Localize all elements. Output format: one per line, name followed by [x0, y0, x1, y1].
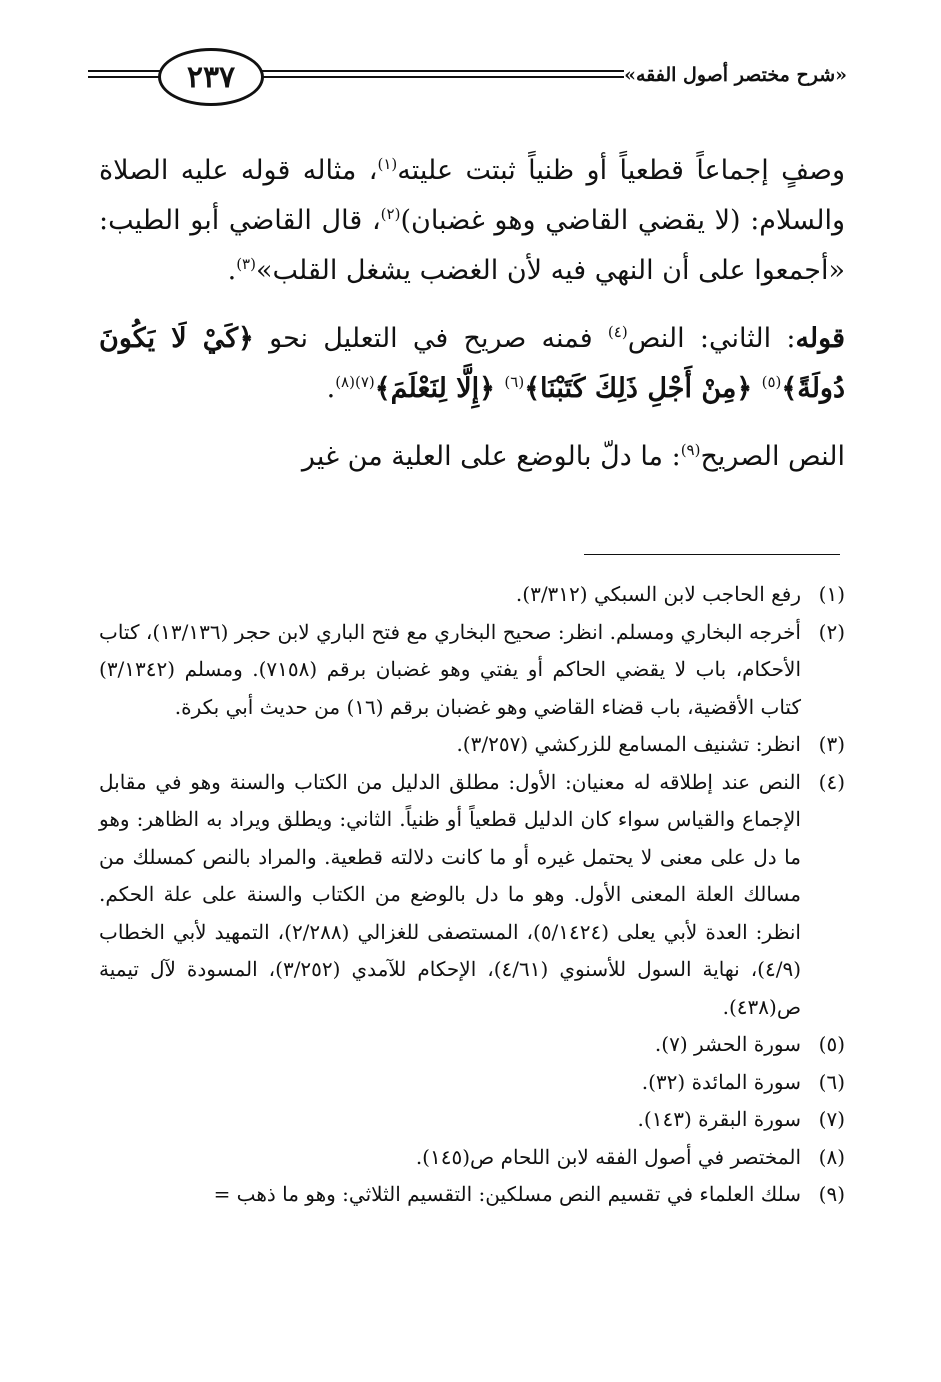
paragraph-text: : الثاني: النص: [627, 323, 796, 354]
footnote-item: [99, 1139, 845, 1177]
paragraph-text: .: [326, 373, 336, 404]
header-rule: [252, 70, 624, 72]
footnote-item: [99, 576, 845, 614]
footnote-number: (٣): [818, 732, 845, 756]
footnote-item: [99, 614, 845, 727]
main-text: [99, 146, 845, 500]
paragraph-text: وصفٍ إجماعاً قطعياً أو ظنياً ثبتت عليته: [397, 155, 846, 186]
footnote-item: [99, 1176, 845, 1214]
footnote-item: [99, 764, 845, 1027]
footnote-text: سورة المائدة (٣٢).: [641, 1069, 801, 1094]
paragraph-text: النص الصريح: [700, 441, 845, 472]
footnote-number: (٧): [818, 1107, 845, 1131]
footnote-ref[interactable]: (٧)(٨): [335, 373, 375, 391]
footnote-number: (٥): [818, 1032, 845, 1056]
footnote-text: أخرجه البخاري ومسلم. انظر: صحيح البخاري مع فتح الباري لابن حجر (١٣/١٣٦)، كتاب الأحكام، باب لا يقضي الحاكم أو يفتي وهو غضبان برقم (٧١٥٨). ومسلم (٣/١٣٤٢) كتاب الأقضية، باب قضاء القاضي وهو غضبان برقم (١٦) من حديث أبي بكرة.: [99, 619, 801, 719]
footnote-item: [99, 1101, 845, 1139]
paragraph-text: ، قال القاضي أبو الطيب: «أجمعوا على أن النهي فيه لأن الغضب يشغل القلب»: [99, 205, 845, 286]
footnote-separator: [584, 554, 840, 555]
page-header: [0, 40, 941, 120]
footnote-number: (٤): [818, 769, 845, 794]
footnote-text: النص عند إطلاقه له معنيان: الأول: مطلق الدليل من الكتاب والسنة وهو في مقابل الإجماع والقياس سواء كان الدليل قطعياً أو ظنياً. الثاني: ويطلق ويراد به الظاهر: وهو ما دل على معنى لا يحتمل غيره أو ما كانت دلالته قطعية. والمراد بالنص كمسلك من مسالك العلة المعنى الأول. وهو ما دل بالوضع من الكتاب والسنة على علة الحكم. انظر: العدة لأبي يعلى (٥/١٤٢٤)، المستصفى للغزالي (٢/٢٨٨)، التمهيد لأبي الخطاب (٤/٩)، نهاية السول للأسنوي (٤/٦١)، الإحكام للآمدي (٣/٢٥٢)، المسودة لآل تيمية ص(٤٣٨).: [99, 769, 802, 1019]
footnote-number: (٦): [818, 1069, 845, 1094]
page-number: ٢٣٧: [186, 59, 236, 95]
paragraph-text: .: [227, 255, 237, 286]
qawl-label: قوله: [795, 323, 845, 354]
footnote-number: (٢): [818, 619, 845, 644]
header-rule: [88, 70, 168, 72]
footnote-ref[interactable]: (٦): [504, 373, 525, 391]
running-title: «شرح مختصر أصول الفقه»: [624, 64, 847, 86]
page-number-badge: [158, 48, 264, 106]
paragraph-2: [99, 314, 845, 414]
footnote-number: (٨): [818, 1144, 845, 1169]
footnote-text: رفع الحاجب لابن السبكي (٣/٣١٢).: [515, 582, 801, 606]
footnote-item: [99, 1064, 845, 1102]
footnote-ref[interactable]: (٣): [236, 255, 256, 273]
footnote-number: (١): [818, 582, 845, 606]
footnote-ref[interactable]: (٤): [607, 323, 628, 341]
paragraph-text: : ما دلّ بالوضع على العلية من غير: [301, 441, 681, 472]
footnote-item: [99, 1026, 845, 1064]
footnotes: [99, 576, 845, 1214]
quran-verse: ﴿كَيْ لَا يَكُونَ دُولَةً﴾: [99, 323, 845, 404]
footnote-text: سورة الحشر (٧).: [654, 1032, 801, 1056]
header-rule: [252, 76, 624, 78]
quran-verse: ﴿مِنْ أَجْلِ ذَلِكَ كَتَبْنَا﴾: [524, 373, 762, 404]
footnote-text: انظر: تشنيف المسامع للزركشي (٣/٢٥٧).: [456, 732, 801, 756]
footnote-number: (٩): [818, 1182, 845, 1206]
paragraph-text: ، مثاله قوله عليه الصلاة والسلام: (لا يقضي القاضي وهو غضبان): [99, 155, 845, 236]
footnote-item: [99, 726, 845, 764]
footnote-text: سورة البقرة (١٤٣).: [637, 1107, 801, 1131]
quran-verse: ﴿إِلَّا لِنَعْلَمَ﴾: [374, 373, 505, 404]
footnote-text: المختصر في أصول الفقه لابن اللحام ص(١٤٥).: [415, 1144, 801, 1169]
footnote-text: سلك العلماء في تقسيم النص مسلكين: التقسيم الثلاثي: وهو ما ذهب =: [213, 1182, 801, 1206]
footnote-ref[interactable]: (٢): [380, 205, 401, 223]
paragraph-1: [99, 146, 845, 296]
paragraph-3: [99, 432, 845, 482]
footnote-ref[interactable]: (٥): [761, 373, 782, 391]
paragraph-text: فمنه صريح في التعليل نحو: [253, 323, 608, 354]
footnote-ref[interactable]: (٩): [680, 441, 701, 459]
header-rule: [88, 76, 168, 78]
footnote-ref[interactable]: (١): [377, 155, 398, 173]
